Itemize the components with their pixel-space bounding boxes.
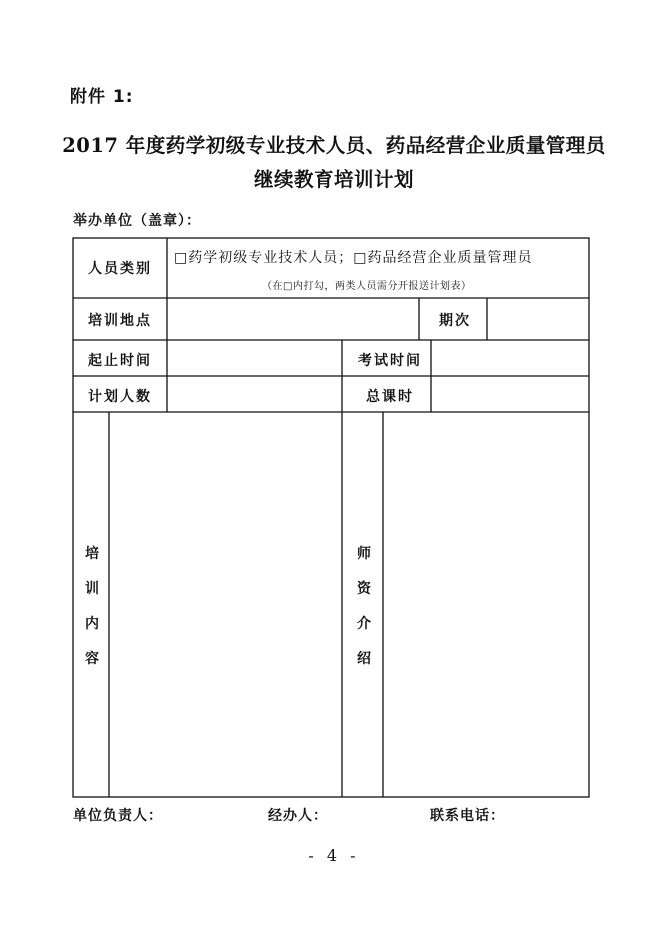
category-label: 人员类别 — [88, 261, 152, 277]
total-hours-label: 总课时 — [366, 389, 414, 405]
category-note: （在□内打勾，两类人员需分开报送计划表） — [262, 281, 472, 292]
phone-label: 联系电话： — [430, 808, 505, 824]
exam-time-label: 考试时间 — [358, 353, 422, 369]
document-subtitle: 继续教育培训计划 — [253, 168, 414, 191]
planned-count-label: 计划人数 — [88, 389, 152, 405]
document-title: 2017 年度药学初级专业技术人员、药品经营企业质量管理员 — [62, 134, 606, 157]
unit-leader-label: 单位负责人： — [73, 808, 163, 824]
content-label: 培 训 内 容 — [85, 546, 99, 667]
location-label: 培训地点 — [88, 313, 152, 329]
faculty-label: 师 资 介 绍 — [357, 546, 371, 667]
attachment-label: 附件 1: — [70, 87, 134, 107]
page-number: - 4 - — [308, 846, 360, 865]
organizer-label: 举办单位（盖章）： — [73, 213, 201, 229]
handler-label: 经办人： — [268, 808, 328, 824]
session-label: 期次 — [439, 313, 471, 329]
category-options[interactable]: □药学初级专业技术人员；□药品经营企业质量管理员 — [174, 250, 533, 266]
period-label: 起止时间 — [88, 353, 152, 369]
